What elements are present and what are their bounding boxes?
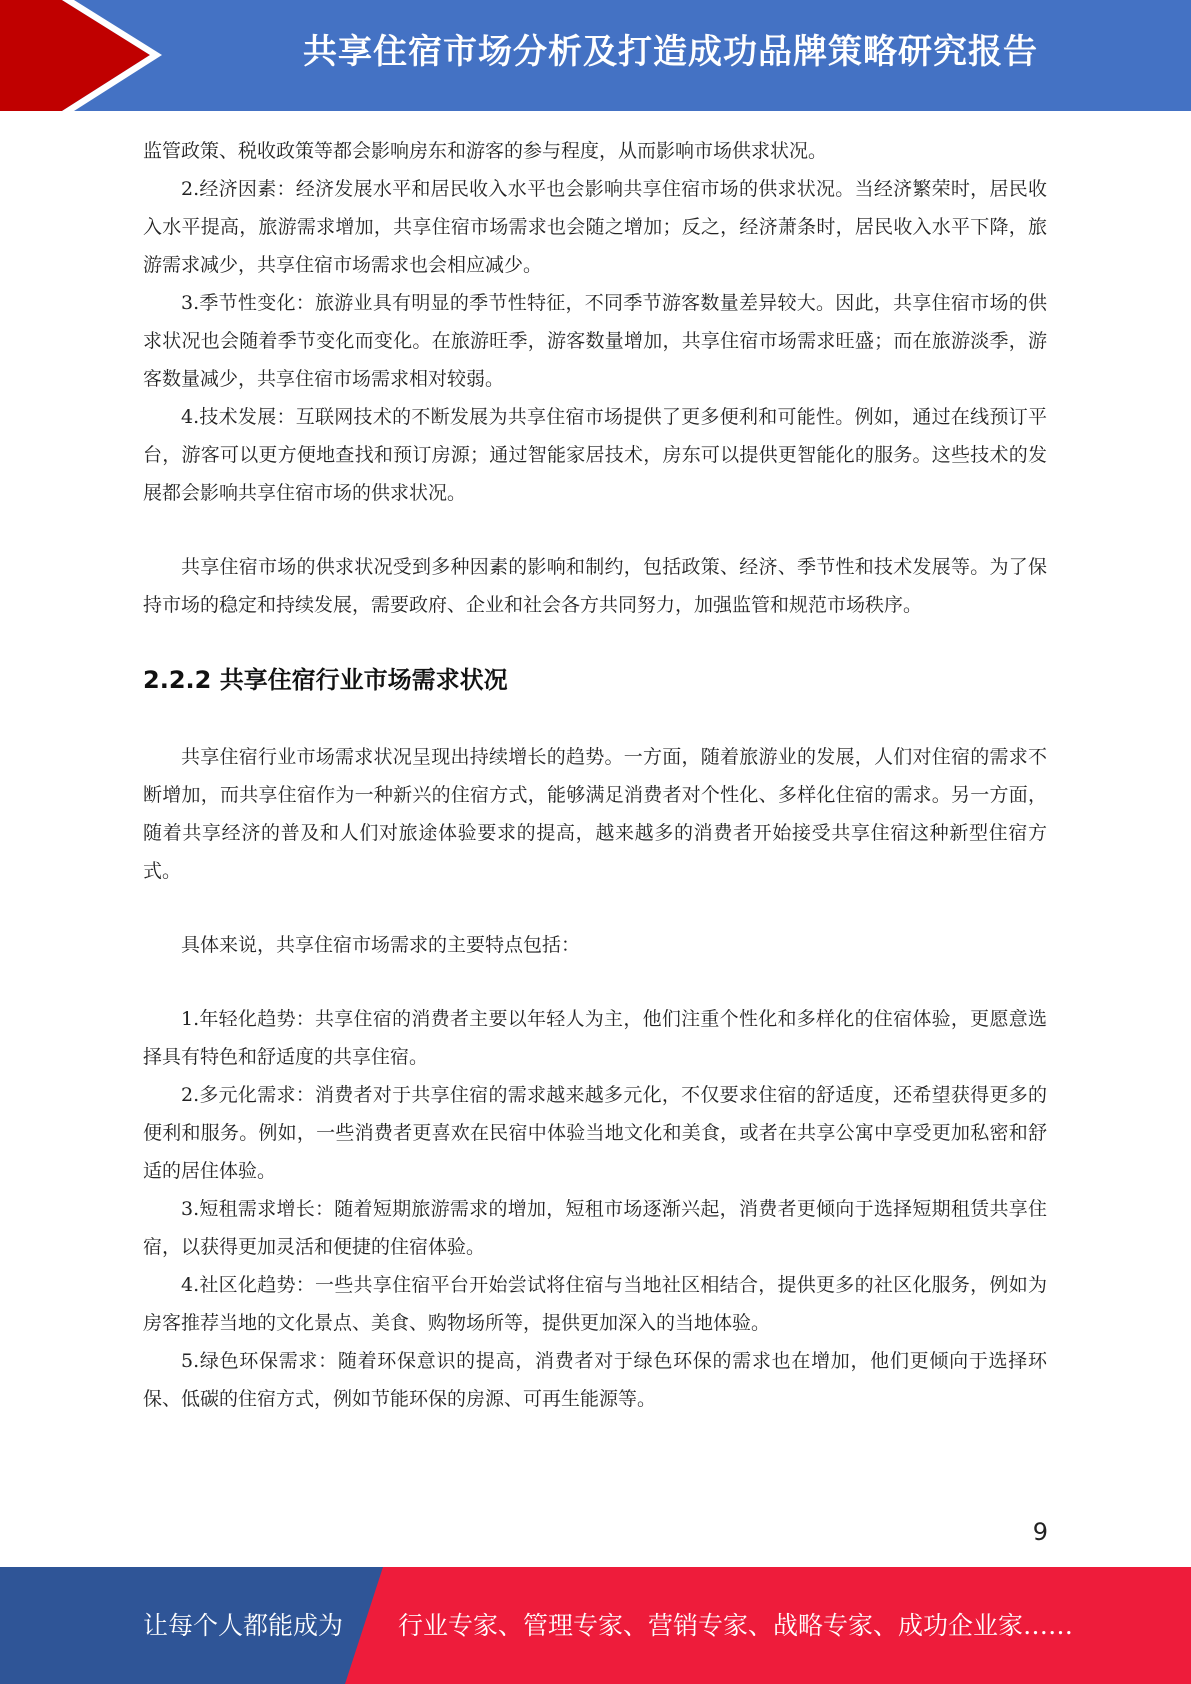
- paragraph: 监管政策、税收政策等都会影响房东和游客的参与程度，从而影响市场供求状况。: [143, 140, 828, 162]
- list-item: 5.绿色环保需求：随着环保意识的提高，消费者对于绿色环保的需求也在增加，他们更倾向于选择环保、低碳的住宿方式，例如节能环保的房源、可再生能源等。: [143, 1350, 1047, 1410]
- page-footer: [0, 1567, 1191, 1684]
- list-item: 4.社区化趋势：一些共享住宿平台开始尝试将住宿与当地社区相结合，提供更多的社区化服务，例如为房客推荐当地的文化景点、美食、购物场所等，提供更加深入的当地体验。: [143, 1274, 1047, 1334]
- page-number: 9: [1032, 1518, 1048, 1546]
- footer-slogan-left: 让每个人都能成为: [143, 1611, 344, 1640]
- paragraph: 3.季节性变化：旅游业具有明显的季节性特征，不同季节游客数量差异较大。因此，共享住宿市场的供求状况也会随着季节变化而变化。在旅游旺季，游客数量增加，共享住宿市场需求旺盛；而在旅游淡季，游客数量减少，共享住宿市场需求相对较弱。: [143, 292, 1047, 390]
- document-body: [143, 132, 1047, 1418]
- paragraph: 共享住宿行业市场需求状况呈现出持续增长的趋势。一方面，随着旅游业的发展，人们对住宿的需求不断增加，而共享住宿作为一种新兴的住宿方式，能够满足消费者对个性化、多样化住宿的需求。另一方面，随着共享经济的普及和人们对旅途体验要求的提高，越来越多的消费者开始接受共享住宿这种新型住宿方式。: [143, 746, 1047, 882]
- list-item: 2.多元化需求：消费者对于共享住宿的需求越来越多元化，不仅要求住宿的舒适度，还希望获得更多的便利和服务。例如，一些消费者更喜欢在民宿中体验当地文化和美食，或者在共享公寓中享受更加私密和舒适的居住体验。: [143, 1084, 1047, 1182]
- page-header: [0, 0, 1191, 111]
- paragraph: 2.经济因素：经济发展水平和居民收入水平也会影响共享住宿市场的供求状况。当经济繁荣时，居民收入水平提高，旅游需求增加，共享住宿市场需求也会随之增加；反之，经济萧条时，居民收入水平下降，旅游需求减少，共享住宿市场需求也会相应减少。: [143, 178, 1047, 276]
- section-heading: 2.2.2 共享住宿行业市场需求状况: [143, 666, 508, 694]
- paragraph: 共享住宿市场的供求状况受到多种因素的影响和制约，包括政策、经济、季节性和技术发展等。为了保持市场的稳定和持续发展，需要政府、企业和社会各方共同努力，加强监管和规范市场秩序。: [143, 556, 1047, 616]
- footer-slogan-right: 行业专家、管理专家、营销专家、战略专家、成功企业家……: [398, 1611, 1074, 1640]
- paragraph: 4.技术发展：互联网技术的不断发展为共享住宿市场提供了更多便利和可能性。例如，通过在线预订平台，游客可以更方便地查找和预订房源；通过智能家居技术，房东可以提供更智能化的服务。这些技术的发展都会影响共享住宿市场的供求状况。: [143, 406, 1047, 504]
- list-item: 3.短租需求增长：随着短期旅游需求的增加，短租市场逐渐兴起，消费者更倾向于选择短期租赁共享住宿，以获得更加灵活和便捷的住宿体验。: [143, 1198, 1047, 1258]
- list-item: 1.年轻化趋势：共享住宿的消费者主要以年轻人为主，他们注重个性化和多样化的住宿体验，更愿意选择具有特色和舒适度的共享住宿。: [143, 1008, 1047, 1068]
- header-title: 共享住宿市场分析及打造成功品牌策略研究报告: [303, 32, 1038, 72]
- paragraph: 具体来说，共享住宿市场需求的主要特点包括：: [181, 934, 581, 956]
